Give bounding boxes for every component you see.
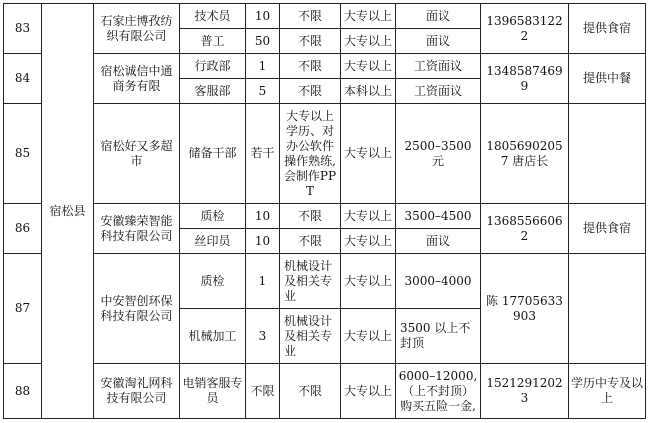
position: 质检 [180,204,246,229]
headcount: 10 [246,204,280,229]
education: 大专以上 [341,309,396,364]
benefit: 提供中餐 [569,54,646,104]
row-number: 88 [4,364,42,419]
contact: 18056902057 唐店长 [481,104,569,204]
company-name: 石家庄博孜纺织有限公司 [94,4,180,54]
table-row [4,364,646,419]
company-name: 宿松诚信中通商务有限 [94,54,180,104]
requirement: 不限 [280,204,341,229]
education: 大专以上 [341,204,396,229]
requirement: 不限 [280,79,341,104]
benefit: 提供食宿 [569,204,646,254]
benefit: 提供食宿 [569,4,646,54]
education: 大专以上 [341,4,396,29]
salary: 面议 [396,229,481,254]
headcount: 3 [246,309,280,364]
position: 机械加工 [180,309,246,364]
position: 普工 [180,29,246,54]
headcount: 50 [246,29,280,54]
contact: 13485874699 [481,54,569,104]
company-name: 安徽臻荣智能科技有限公司 [94,204,180,254]
salary: 3000–4000 [396,254,481,309]
salary: 6000–12000,（上不封顶）购买五险一金, [396,364,481,419]
position: 技术员 [180,4,246,29]
table-row [4,254,646,309]
position: 电销客服专员 [180,364,246,419]
education: 大专以上 [341,254,396,309]
row-number: 86 [4,204,42,254]
benefit [569,104,646,204]
headcount: 若干 [246,104,280,204]
requirement: 不限 [280,29,341,54]
job-listing-table [3,3,646,419]
headcount: 1 [246,254,280,309]
headcount: 10 [246,4,280,29]
education: 大专以上 [341,364,396,419]
position: 客服部 [180,79,246,104]
row-number: 83 [4,4,42,54]
education: 大专以上 [341,29,396,54]
headcount: 不限 [246,364,280,419]
salary: 面议 [396,29,481,54]
contact: 陈 17705633903 [481,254,569,364]
contact: 15212912023 [481,364,569,419]
salary: 3500 以上不封顶 [396,309,481,364]
table-row [4,54,646,79]
education: 大专以上 [341,54,396,79]
table-row [4,104,646,204]
requirement: 大专以上学历、对办公软件操作熟练,会制作PPT [280,104,341,204]
position: 行政部 [180,54,246,79]
headcount: 5 [246,79,280,104]
position: 质检 [180,254,246,309]
table-row [4,204,646,229]
requirement: 不限 [280,364,341,419]
headcount: 1 [246,54,280,79]
requirement: 机械设计及相关专业 [280,254,341,309]
requirement: 机械设计及相关专业 [280,309,341,364]
benefit: 学历中专及以上 [569,364,646,419]
contact: 13685566062 [481,204,569,254]
company-name: 安徽淘礼网科技有限公司 [94,364,180,419]
salary: 工资面议 [396,79,481,104]
requirement: 不限 [280,229,341,254]
benefit [569,254,646,364]
row-number: 85 [4,104,42,204]
education: 大专以上 [341,229,396,254]
row-number: 87 [4,254,42,364]
row-number: 84 [4,54,42,104]
requirement: 不限 [280,4,341,29]
county-cell: 宿松县 [42,4,94,419]
education: 本科以上 [341,79,396,104]
requirement: 不限 [280,54,341,79]
position: 储备干部 [180,104,246,204]
contact: 13965831222 [481,4,569,54]
company-name: 中安智创环保科技有限公司 [94,254,180,364]
position: 丝印员 [180,229,246,254]
salary: 3500–4500 [396,204,481,229]
headcount: 10 [246,229,280,254]
education: 大专以上 [341,104,396,204]
table-row [4,4,646,29]
salary: 工资面议 [396,54,481,79]
salary: 2500–3500 元 [396,104,481,204]
company-name: 宿松好又多超市 [94,104,180,204]
salary: 面议 [396,4,481,29]
